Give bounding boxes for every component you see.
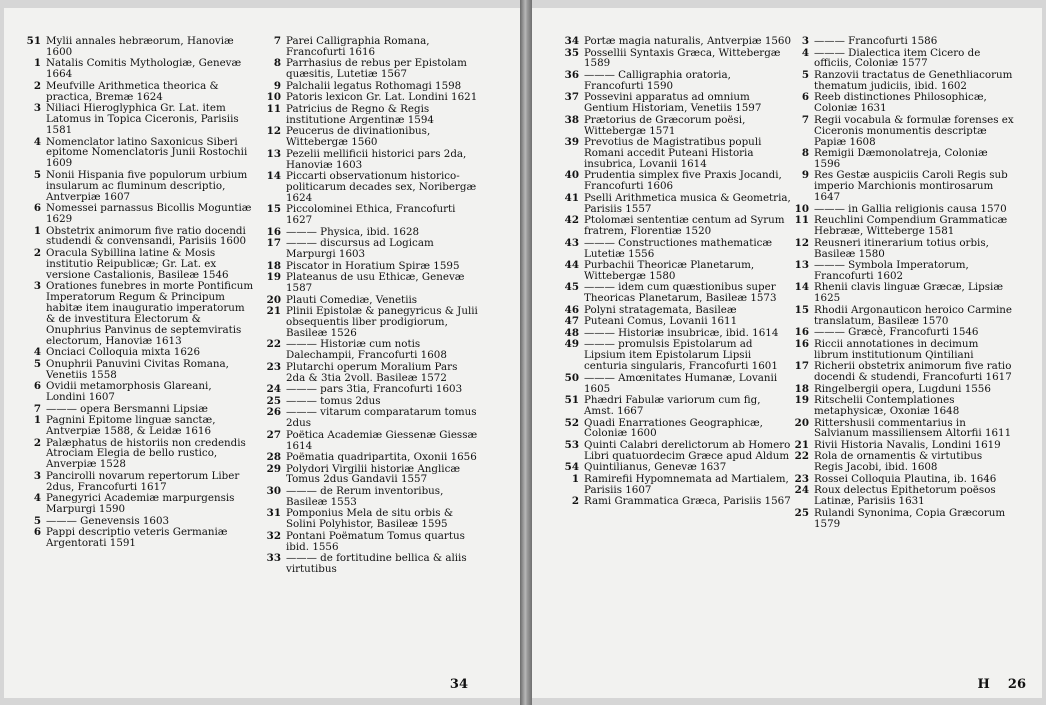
catalogue-entry	[790, 115, 1014, 148]
entry-text: ——— Dialectica item Cicero de officiis, Coloniæ 1577	[814, 46, 981, 70]
catalogue-entry	[22, 36, 254, 58]
entry-number: 41	[564, 191, 579, 204]
entry-number: 16	[794, 326, 809, 339]
catalogue-entry	[560, 395, 792, 417]
catalogue-entry	[560, 238, 792, 260]
catalogue-entry	[262, 81, 478, 92]
catalogue-entry	[22, 103, 254, 136]
entry-text: Ramirefii Hypomnemata ad Martialem, Parisiis 1607	[584, 472, 789, 496]
catalogue-entry	[22, 58, 254, 80]
catalogue-entry	[262, 295, 478, 306]
catalogue-entry	[262, 407, 478, 429]
entry-text: Nomessei parnassus Bicollis Moguntiæ 1629	[46, 202, 252, 226]
left-page	[4, 8, 520, 698]
entry-text: Quintilianus, Genevæ 1637	[584, 461, 727, 474]
entry-text: Possevini apparatus ad omnium Gentium Historiam, Venetiis 1597	[584, 91, 762, 115]
entry-number: 1	[571, 472, 579, 485]
catalogue-entry	[262, 204, 478, 226]
entry-text: Quadi Enarrationes Geographicæ, Coloniæ 1600	[584, 416, 763, 440]
entry-number: 31	[266, 507, 281, 520]
entry-text: Plinii Epistolæ & panegyricus & Julii obsequentis liber prodigiorum, Basileæ 1526	[286, 305, 478, 339]
catalogue-entry	[560, 193, 792, 215]
entry-text: Piscator in Horatium Spiræ 1595	[286, 259, 460, 272]
entry-number: 35	[564, 46, 579, 59]
catalogue-entry	[262, 486, 478, 508]
catalogue-entry	[22, 347, 254, 358]
catalogue-entry	[22, 81, 254, 103]
catalogue-entry	[790, 148, 1014, 170]
catalogue-entry	[560, 215, 792, 237]
entry-text: Richerii obstetrix animorum five ratio docendi & studendi, Francofurti 1617	[814, 360, 1012, 384]
entry-text: Roux delectus Epithetorum poësos Latinæ, Parisiis 1631	[814, 484, 996, 508]
entry-text: Regii vocabula & formulæ forenses ex Ciceronis monumentis descriptæ Papiæ 1608	[814, 113, 1014, 148]
entry-text: Pezelii mellificii historici pars 2da, Hanoviæ 1603	[286, 147, 467, 171]
entry-number: 49	[564, 338, 579, 351]
catalogue-entry	[262, 362, 478, 384]
entry-text: ——— Græcè, Francofurti 1546	[814, 326, 979, 339]
entry-text: Rhodii Argonauticon heroico Carmine translatum, Basileæ 1570	[814, 303, 1012, 327]
entry-number: 8	[801, 147, 809, 160]
entry-text: Plutarchi operum Moralium Pars 2da & 3tia 2voll. Basileæ 1572	[286, 360, 458, 384]
catalogue-entry	[790, 70, 1014, 92]
entry-text: Niliaci Hieroglyphica Gr. Lat. item Latomus in Topica Ciceronis, Parisiis 1581	[46, 102, 239, 137]
entry-number: 4	[801, 46, 809, 59]
entry-text: Reeb distinctiones Philosophicæ, Coloniæ 1631	[814, 91, 987, 115]
catalogue-entry	[560, 48, 792, 70]
entry-number: 1	[33, 414, 41, 427]
entry-text: ——— pars 3tia, Francofurti 1603	[286, 383, 463, 396]
entry-number: 4	[33, 492, 41, 505]
entry-number: 21	[266, 305, 281, 318]
entry-number: 6	[33, 380, 41, 393]
entry-number: 30	[266, 484, 281, 497]
entry-number: 18	[794, 382, 809, 395]
catalogue-entry	[790, 48, 1014, 70]
entry-number: 11	[794, 214, 809, 227]
entry-text: ——— Genevensis 1603	[46, 514, 170, 527]
entry-text: Polyni stratagemata, Basileæ	[584, 303, 737, 316]
catalogue-entry	[560, 440, 792, 462]
catalogue-entry	[560, 474, 792, 496]
catalogue-entry	[790, 440, 1014, 451]
left-page-column-2	[262, 36, 478, 576]
entry-number: 42	[564, 214, 579, 227]
entry-text: ——— Symbola Imperatorum, Francofurti 1602	[814, 259, 969, 282]
catalogue-entry	[22, 493, 254, 515]
catalogue-entry	[22, 438, 254, 471]
entry-number: 47	[564, 315, 579, 328]
catalogue-entry	[22, 527, 254, 549]
catalogue-entry	[790, 361, 1014, 383]
entry-text: Reuchlini Compendium Grammaticæ Hebrææ, Witteberge 1581	[814, 214, 1008, 238]
entry-text: Nonii Hispania five populorum urbium insularum ac fluminum descriptio, Antverpiæ 1607	[46, 168, 248, 203]
catalogue-entry	[790, 36, 1014, 47]
entry-text: Rittershusii commentarius in Salvianum massiliensem Altorfii 1611	[814, 416, 1012, 440]
catalogue-entry	[262, 384, 478, 395]
entry-number: 24	[266, 383, 281, 396]
entry-text: Rossei Colloquia Plautina, ib. 1646	[814, 472, 997, 485]
entry-number: 27	[266, 428, 281, 441]
entry-number: 43	[564, 236, 579, 249]
catalogue-entry	[790, 170, 1014, 203]
catalogue-entry	[262, 92, 478, 103]
catalogue-entry	[790, 204, 1014, 215]
entry-text: Orationes funebres in morte Pontificum Imperatorum Regum & Principum habitæ item inauguratio imperatorum & de investitura Electorum & Onuphrius Panvinus de septemviratis electorum, Hanoviæ 1613	[46, 280, 254, 347]
catalogue-entry	[790, 92, 1014, 114]
entry-text: Meufville Arithmetica theorica & practica, Bremæ 1624	[46, 79, 219, 103]
signature-and-page-number: H 26	[977, 677, 1026, 692]
catalogue-entry	[560, 170, 792, 192]
catalogue-entry	[22, 281, 254, 346]
entry-number: 36	[564, 68, 579, 81]
entry-number: 9	[273, 79, 281, 92]
entry-text: Panegyrici Academiæ marpurgensis Marpurgi 1590	[46, 492, 235, 516]
entry-text: ——— Constructiones mathematicæ Lutetiæ 1556	[584, 236, 773, 260]
entry-text: Onciaci Colloquia mixta 1626	[46, 346, 201, 359]
right-page-column-1	[560, 36, 792, 508]
entry-number: 38	[564, 113, 579, 126]
entry-text: Onuphrii Panuvini Civitas Romana, Venetiis 1558	[46, 357, 229, 381]
entry-number: 39	[564, 136, 579, 149]
entry-number: 25	[266, 394, 281, 407]
entry-text: Ritschelii Contemplationes metaphysicæ, Oxoniæ 1648	[814, 394, 960, 417]
entry-number: 5	[33, 168, 41, 181]
entry-text: Parrhasius de rebus per Epistolam quæsitis, Lutetiæ 1567	[286, 57, 467, 81]
entry-text: Obstetrix animorum five ratio docendi studendi & convensandi, Parisiis 1600	[46, 224, 247, 248]
entry-number: 10	[266, 91, 281, 104]
entry-number: 29	[266, 462, 281, 475]
entry-number: 3	[33, 280, 41, 293]
catalogue-entry	[560, 115, 792, 137]
entry-number: 13	[794, 259, 809, 272]
catalogue-entry	[560, 260, 792, 282]
entry-number: 7	[33, 402, 41, 415]
entry-text: Patoris lexicon Gr. Lat. Londini 1621	[286, 91, 478, 104]
catalogue-entry	[790, 282, 1014, 304]
entry-text: Purbachii Theoricæ Planetarum, Wittebergæ 1580	[584, 259, 755, 282]
entry-number: 32	[266, 529, 281, 542]
entry-text: Reusneri itinerarium totius orbis, Basileæ 1580	[814, 236, 989, 260]
catalogue-entry	[560, 92, 792, 114]
entry-text: Plateanus de usu Ethicæ, Genevæ 1587	[286, 271, 465, 295]
catalogue-entry	[22, 471, 254, 493]
entry-number: 10	[794, 202, 809, 215]
entry-number: 51	[26, 35, 41, 47]
entry-text: Parei Calligraphia Romana, Francofurti 1616	[286, 35, 430, 58]
catalogue-entry	[262, 430, 478, 452]
catalogue-entry	[560, 316, 792, 327]
entry-number: 54	[564, 461, 579, 474]
entry-number: 3	[801, 35, 809, 47]
catalogue-entry	[560, 282, 792, 304]
entry-number: 17	[266, 237, 281, 250]
catalogue-entry	[22, 404, 254, 415]
right-page-column-2	[790, 36, 1014, 530]
entry-number: 40	[564, 169, 579, 182]
entry-number: 45	[564, 281, 579, 294]
entry-number: 3	[33, 469, 41, 482]
catalogue-entry	[262, 238, 478, 260]
entry-text: Possellii Syntaxis Græca, Wittebergæ 1589	[584, 46, 781, 70]
catalogue-entry	[560, 418, 792, 440]
entry-number: 19	[794, 394, 809, 407]
catalogue-entry	[262, 396, 478, 407]
entry-number: 5	[801, 68, 809, 81]
entry-text: Puteani Comus, Lovanii 1611	[584, 315, 738, 328]
entry-number: 1	[33, 224, 41, 237]
entry-number: 6	[33, 526, 41, 539]
entry-number: 2	[33, 436, 41, 449]
entry-number: 20	[794, 416, 809, 429]
entry-number: 22	[266, 338, 281, 351]
entry-text: Pselli Arithmetica musica & Geometria, Parisiis 1557	[584, 191, 791, 215]
entry-number: 19	[266, 271, 281, 284]
catalogue-entry	[262, 104, 478, 126]
entry-text: Ptolomæi sententiæ centum ad Syrum fratrem, Florentiæ 1520	[584, 214, 785, 238]
entry-number: 4	[33, 135, 41, 148]
entry-number: 26	[266, 406, 281, 419]
entry-text: ——— promulsis Epistolarum ad Lipsium item Epistolarum Lipsii centuria singularis, Francofurti 1601	[584, 338, 778, 373]
entry-text: Nomenclator latino Saxonicus Siberi epitome Nomenclatoris Junii Rostochii 1609	[46, 135, 248, 170]
catalogue-entry	[262, 508, 478, 530]
catalogue-entry	[790, 215, 1014, 237]
entry-text: Poëmatia quadripartita, Oxonii 1656	[286, 451, 477, 463]
catalogue-entry	[262, 553, 478, 575]
entry-text: Peucerus de divinationibus, Wittebergæ 1560	[286, 125, 431, 149]
entry-text: Ranzovii tractatus de Genethliacorum thematum judiciis, ibid. 1602	[814, 68, 1013, 92]
entry-number: 16	[266, 225, 281, 238]
entry-number: 28	[266, 451, 281, 463]
entry-number: 11	[266, 102, 281, 115]
entry-number: 9	[801, 169, 809, 182]
entry-text: Pontani Poëmatum Tomus quartus ibid. 1556	[286, 529, 465, 553]
catalogue-entry	[22, 359, 254, 381]
catalogue-entry	[262, 171, 478, 204]
entry-text: ——— de fortitudine bellica & aliis virtutibus	[286, 552, 467, 576]
entry-text: Palæphatus de historiis non credendis Atrociam Elegia de bello rustico, Anverpiæ 1528	[46, 436, 246, 471]
entry-text: Pappi descriptio veteris Germaniæ Argentorati 1591	[46, 526, 228, 550]
entry-text: ——— discursus ad Logicam Marpurgi 1603	[286, 237, 434, 261]
catalogue-entry	[790, 260, 1014, 282]
entry-text: Piccarti observationum historico-politicarum decades sex, Noribergæ 1624	[286, 170, 477, 204]
page-number: 34	[449, 677, 468, 692]
catalogue-entry	[22, 516, 254, 527]
entry-text: ——— opera Bersmanni Lipsiæ	[46, 402, 208, 415]
entry-number: 13	[266, 147, 281, 160]
entry-text: Prætorius de Græcorum poësi, Wittebergæ 1571	[584, 113, 746, 137]
entry-number: 2	[571, 495, 579, 508]
catalogue-entry	[560, 462, 792, 473]
catalogue-entry	[262, 36, 478, 58]
catalogue-entry	[262, 531, 478, 553]
entry-number: 2	[33, 246, 41, 259]
entry-text: Oracula Sybillina latine & Mosis institutio Reipublicæ; Gr. Lat. ex versione Castalionis, Basileæ 1546	[46, 246, 229, 281]
catalogue-entry	[790, 384, 1014, 395]
entry-number: 46	[564, 303, 579, 316]
catalogue-entry	[262, 464, 478, 486]
entry-text: Prevotius de Magistratibus populi Romani accedit Puteani Historia insubrica, Lovanii 1614	[584, 136, 762, 170]
catalogue-entry	[22, 226, 254, 248]
catalogue-entry	[262, 261, 478, 272]
catalogue-entry	[560, 339, 792, 372]
entry-text: Ovidii metamorphosis Glareani, Londini 1607	[46, 380, 212, 404]
entry-text: Phædri Fabulæ variorum cum fig, Amst. 1667	[584, 394, 761, 417]
catalogue-entry	[22, 381, 254, 403]
entry-number: 21	[794, 438, 809, 451]
left-page-column-1	[22, 36, 254, 550]
entry-number: 50	[564, 371, 579, 384]
entry-text: ——— Calligraphia oratoria, Francofurti 1590	[584, 68, 731, 92]
entry-number: 34	[564, 35, 579, 47]
entry-text: Poëtica Academiæ Giessenæ Giessæ 1614	[286, 428, 478, 452]
catalogue-entry	[790, 474, 1014, 485]
catalogue-entry	[790, 451, 1014, 473]
catalogue-entry	[22, 137, 254, 170]
entry-number: 52	[564, 416, 579, 429]
catalogue-entry	[790, 508, 1014, 530]
entry-number: 18	[266, 259, 281, 272]
entry-number: 51	[564, 394, 579, 407]
catalogue-entry	[560, 373, 792, 395]
catalogue-entry	[790, 395, 1014, 417]
entry-text: Rhenii clavis linguæ Græcæ, Lipsiæ 1625	[814, 281, 1004, 305]
entry-number: 7	[273, 35, 281, 47]
entry-text: Rola de ornamentis & virtutibus Regis Jacobi, ibid. 1608	[814, 450, 983, 474]
catalogue-entry	[22, 203, 254, 225]
entry-number: 14	[794, 281, 809, 294]
entry-text: Mylii annales hebræorum, Hanoviæ 1600	[46, 35, 234, 58]
right-page	[532, 8, 1042, 698]
entry-number: 14	[266, 170, 281, 183]
entry-text: ——— Francofurti 1586	[814, 35, 938, 47]
entry-text: Portæ magia naturalis, Antverpiæ 1560	[584, 35, 792, 47]
catalogue-entry	[262, 58, 478, 80]
catalogue-entry	[262, 149, 478, 171]
entry-number: 3	[33, 102, 41, 115]
entry-number: 44	[564, 259, 579, 272]
entry-text: Riccii annotationes in decimum librum institutionum Qintiliani	[814, 337, 979, 361]
entry-number: 2	[33, 79, 41, 92]
entry-text: ——— idem cum quæstionibus super Theoricas Planetarum, Basileæ 1573	[584, 281, 777, 305]
entry-text: Patricius de Regno & Regis institutione Argentinæ 1594	[286, 102, 434, 126]
entry-text: ——— tomus 2dus	[286, 394, 381, 407]
catalogue-entry	[560, 328, 792, 339]
catalogue-entry	[790, 327, 1014, 338]
entry-number: 15	[794, 303, 809, 316]
catalogue-entry	[790, 418, 1014, 440]
entry-text: ——— Historiæ cum notis Dalechampii, Francofurti 1608	[286, 338, 447, 362]
entry-text: ——— vitarum comparatarum tomus 2dus	[286, 406, 477, 430]
entry-text: Pancirolli novarum repertorum Liber 2dus, Francofurti 1617	[46, 469, 240, 493]
catalogue-entry	[22, 170, 254, 203]
catalogue-entry	[790, 305, 1014, 327]
entry-text: Ringelbergii opera, Lugduni 1556	[814, 382, 991, 395]
entry-number: 5	[33, 514, 41, 527]
catalogue-entry	[262, 272, 478, 294]
entry-number: 48	[564, 326, 579, 339]
catalogue-entry	[560, 496, 792, 507]
entry-text: Prudentia simplex five Praxis Jocandi, Francofurti 1606	[584, 169, 782, 193]
entry-text: Res Gestæ auspiciis Caroli Regis sub imperio Marchionis montirosarum 1647	[814, 169, 1008, 204]
catalogue-entry	[22, 248, 254, 281]
entry-number: 7	[801, 113, 809, 126]
entry-text: ——— Amœnitates Humanæ, Lovanii 1605	[584, 371, 778, 395]
entry-number: 20	[266, 293, 281, 306]
entry-number: 1	[33, 57, 41, 70]
entry-number: 22	[794, 450, 809, 463]
entry-text: Polydori Virgilii historiæ Anglicæ Tomus 2dus Gandavii 1557	[286, 462, 461, 486]
entry-text: ——— Physica, ibid. 1628	[286, 225, 420, 238]
catalogue-entry	[560, 137, 792, 170]
entry-text: Remigii Dæmonolatreja, Coloniæ 1596	[814, 147, 988, 170]
entry-text: Pagnini Epitome linguæ sanctæ, Antverpiæ 1588, & Leidæ 1616	[46, 414, 216, 438]
entry-text: Quinti Calabri derelictorum ab Homero Libri quatuordecim Græce apud Aldum	[584, 438, 791, 462]
catalogue-entry	[22, 415, 254, 437]
entry-number: 23	[794, 472, 809, 485]
entry-text: Plauti Comediæ, Venetiis	[286, 293, 418, 306]
entry-text: Palchalii legatus Rothomagi 1598	[286, 79, 462, 92]
entry-number: 8	[273, 57, 281, 70]
catalogue-entry	[262, 452, 478, 463]
entry-text: ——— Historiæ insubricæ, ibid. 1614	[584, 326, 779, 339]
entry-text: Piccolominei Ethica, Francofurti 1627	[286, 203, 456, 227]
entry-text: ——— in Gallia religionis causa 1570	[814, 202, 1007, 215]
catalogue-entry	[262, 306, 478, 339]
entry-text: Rami Grammatica Græca, Parisiis 1567	[584, 495, 791, 508]
entry-number: 12	[794, 236, 809, 249]
catalogue-entry	[560, 70, 792, 92]
catalogue-entry	[790, 485, 1014, 507]
catalogue-entry	[262, 227, 478, 238]
entry-text: Pomponius Mela de situ orbis & Solini Polyhistor, Basileæ 1595	[286, 507, 454, 531]
entry-number: 25	[794, 506, 809, 519]
catalogue-entry	[262, 126, 478, 148]
entry-number: 23	[266, 360, 281, 373]
catalogue-entry	[560, 36, 792, 47]
entry-text: Rulandi Synonima, Copia Græcorum 1579	[814, 506, 1006, 530]
entry-number: 5	[33, 357, 41, 370]
entry-number: 6	[801, 91, 809, 104]
entry-number: 17	[794, 360, 809, 373]
entry-number: 33	[266, 552, 281, 565]
entry-text: ——— de Rerum inventoribus, Basileæ 1553	[286, 484, 444, 508]
entry-number: 4	[33, 346, 41, 359]
entry-number: 53	[564, 438, 579, 451]
book-gutter	[520, 0, 532, 705]
entry-number: 15	[266, 203, 281, 216]
entry-number: 6	[33, 202, 41, 215]
entry-number: 12	[266, 125, 281, 138]
entry-number: 24	[794, 484, 809, 497]
catalogue-entry	[262, 339, 478, 361]
catalogue-entry	[560, 305, 792, 316]
entry-text: Natalis Comitis Mythologiæ, Genevæ 1664	[46, 57, 242, 81]
catalogue-entry	[790, 339, 1014, 361]
catalogue-entry	[790, 238, 1014, 260]
entry-text: Rivii Historia Navalis, Londini 1619	[814, 438, 1001, 451]
entry-number: 37	[564, 91, 579, 104]
entry-number: 16	[794, 337, 809, 350]
